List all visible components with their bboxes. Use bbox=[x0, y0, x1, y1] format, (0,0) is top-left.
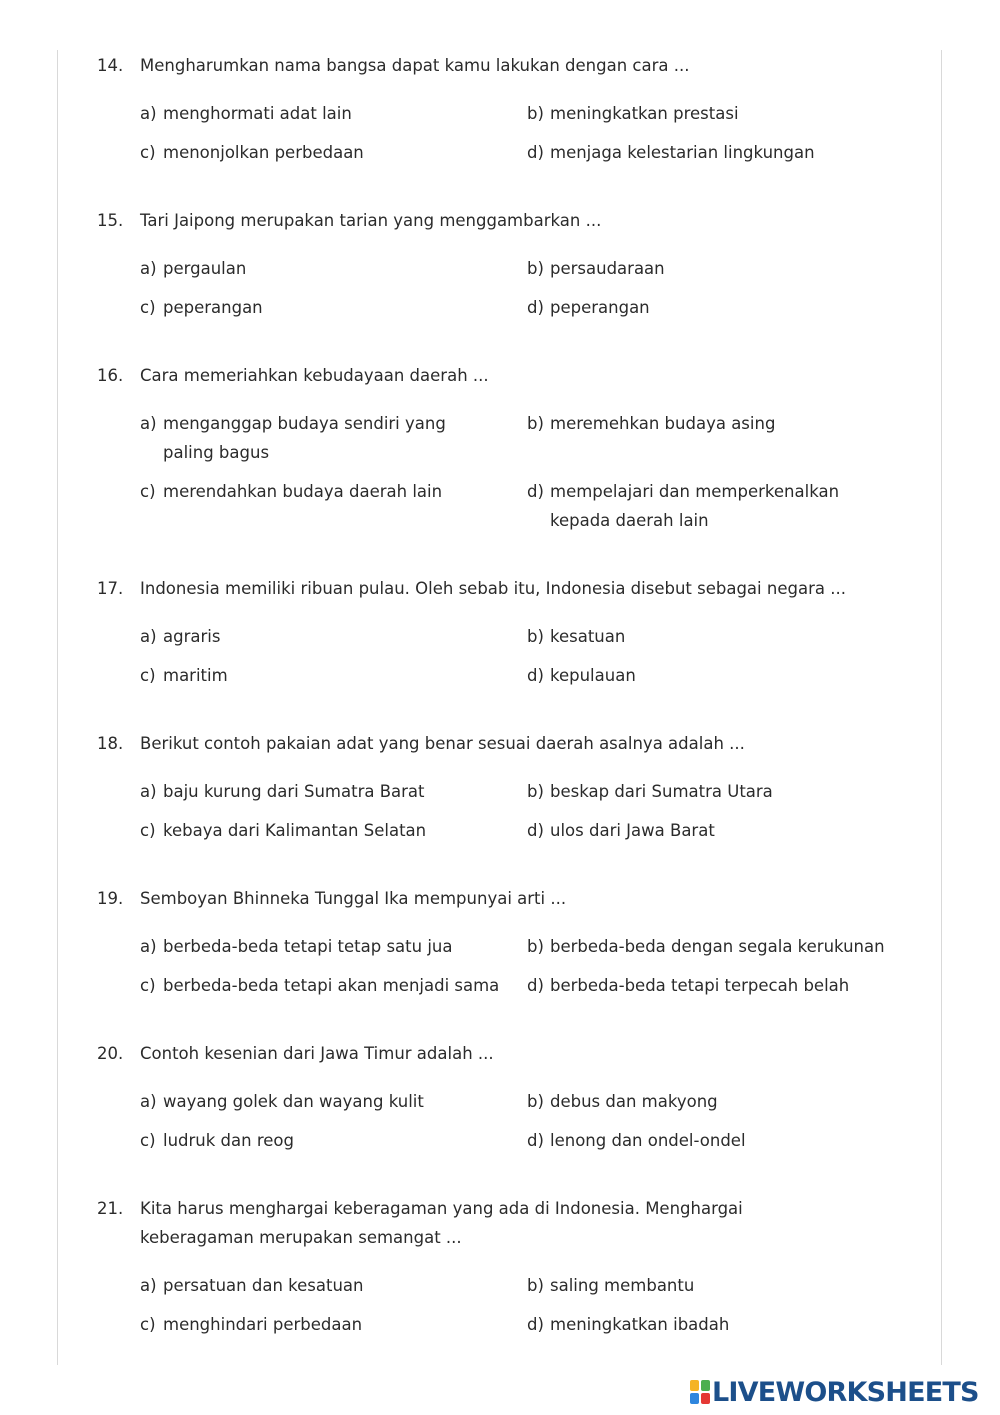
question-text: Kita harus menghargai keberagaman yang ada di Indonesia. Menghargai keberagaman merupakan semangat ... bbox=[140, 1199, 743, 1247]
option-text: meremehkan budaya asing bbox=[550, 414, 776, 433]
option-b[interactable]: b) beskap dari Sumatra Utara bbox=[527, 777, 907, 806]
option-a[interactable]: a) wayang golek dan wayang kulit bbox=[140, 1087, 490, 1116]
option-text: menjaga kelestarian lingkungan bbox=[550, 143, 815, 162]
option-d[interactable]: d) kepulauan bbox=[527, 661, 907, 690]
question-number: 18. bbox=[97, 734, 124, 753]
option-c[interactable]: c) merendahkan budaya daerah lain bbox=[140, 477, 490, 506]
option-c[interactable]: c) menghindari perbedaan bbox=[140, 1310, 490, 1339]
option-text: berbeda-beda dengan segala kerukunan bbox=[550, 937, 885, 956]
option-a[interactable]: a) agraris bbox=[140, 622, 490, 651]
option-b[interactable]: b) meremehkan budaya asing bbox=[527, 409, 907, 438]
option-a[interactable]: a) baju kurung dari Sumatra Barat bbox=[140, 777, 490, 806]
option-text: ulos dari Jawa Barat bbox=[550, 821, 715, 840]
option-text: menghindari perbedaan bbox=[163, 1315, 363, 1334]
option-d[interactable]: d) menjaga kelestarian lingkungan bbox=[527, 138, 907, 167]
option-a[interactable]: a) persatuan dan kesatuan bbox=[140, 1271, 490, 1300]
option-text: merendahkan budaya daerah lain bbox=[163, 482, 443, 501]
question-text: Semboyan Bhinneka Tunggal Ika mempunyai arti ... bbox=[140, 889, 567, 908]
option-text: peperangan bbox=[550, 298, 650, 317]
option-text: kepulauan bbox=[550, 666, 636, 685]
option-text: berbeda-beda tetapi terpecah belah bbox=[550, 976, 850, 995]
option-text: saling membantu bbox=[550, 1276, 695, 1295]
option-a[interactable]: a) pergaulan bbox=[140, 254, 490, 283]
option-text: menonjolkan perbedaan bbox=[163, 143, 364, 162]
option-d[interactable]: d) peperangan bbox=[527, 293, 907, 322]
option-c[interactable]: c) menonjolkan perbedaan bbox=[140, 138, 490, 167]
option-text: meningkatkan ibadah bbox=[550, 1315, 730, 1334]
option-text: persatuan dan kesatuan bbox=[163, 1276, 364, 1295]
option-text: beskap dari Sumatra Utara bbox=[550, 782, 773, 801]
option-d[interactable]: d) mempelajari dan memperkenalkan kepada daerah lain bbox=[527, 477, 897, 535]
option-d[interactable]: d) meningkatkan ibadah bbox=[527, 1310, 907, 1339]
option-b[interactable]: b) berbeda-beda dengan segala kerukunan bbox=[527, 932, 927, 961]
option-text: kesatuan bbox=[550, 627, 626, 646]
option-text: wayang golek dan wayang kulit bbox=[163, 1092, 424, 1111]
question-text: Mengharumkan nama bangsa dapat kamu lakukan dengan cara ... bbox=[140, 56, 690, 75]
question-text: Berikut contoh pakaian adat yang benar sesuai daerah asalnya adalah ... bbox=[140, 734, 745, 753]
question-number: 17. bbox=[97, 579, 124, 598]
option-text: lenong dan ondel-ondel bbox=[550, 1131, 746, 1150]
option-text: berbeda-beda tetapi akan menjadi sama bbox=[163, 976, 500, 995]
option-text: persaudaraan bbox=[550, 259, 665, 278]
option-text: kebaya dari Kalimantan Selatan bbox=[163, 821, 427, 840]
question-text: Indonesia memiliki ribuan pulau. Oleh sebab itu, Indonesia disebut sebagai negara ... bbox=[140, 579, 846, 598]
option-b[interactable]: b) kesatuan bbox=[527, 622, 907, 651]
question-number: 15. bbox=[97, 211, 124, 230]
option-c[interactable]: c) ludruk dan reog bbox=[140, 1126, 490, 1155]
logo-square bbox=[690, 1393, 699, 1404]
option-text: debus dan makyong bbox=[550, 1092, 718, 1111]
page-border-right bbox=[941, 50, 942, 1365]
option-text: peperangan bbox=[163, 298, 263, 317]
logo-square bbox=[701, 1380, 710, 1391]
question-text: Cara memeriahkan kebudayaan daerah ... bbox=[140, 366, 489, 385]
option-a[interactable]: a) berbeda-beda tetapi tetap satu jua bbox=[140, 932, 490, 961]
option-b[interactable]: b) persaudaraan bbox=[527, 254, 907, 283]
option-text: ludruk dan reog bbox=[163, 1131, 294, 1150]
question-number: 21. bbox=[97, 1199, 124, 1218]
option-b[interactable]: b) meningkatkan prestasi bbox=[527, 99, 907, 128]
question-text: Contoh kesenian dari Jawa Timur adalah ... bbox=[140, 1044, 494, 1063]
option-d[interactable]: d) berbeda-beda tetapi terpecah belah bbox=[527, 971, 907, 1000]
option-d[interactable]: d) lenong dan ondel-ondel bbox=[527, 1126, 907, 1155]
option-c[interactable]: c) berbeda-beda tetapi akan menjadi sama bbox=[140, 971, 520, 1000]
liveworksheets-icon bbox=[690, 1380, 710, 1404]
logo-square bbox=[690, 1380, 699, 1391]
option-a[interactable]: a) menghormati adat lain bbox=[140, 99, 490, 128]
question-number: 16. bbox=[97, 366, 124, 385]
option-text: mempelajari dan memperkenalkan kepada daerah lain bbox=[550, 482, 840, 530]
option-text: meningkatkan prestasi bbox=[550, 104, 739, 123]
brand-name: LIVEWORKSHEETS bbox=[712, 1376, 979, 1408]
liveworksheets-logo bbox=[690, 1376, 979, 1408]
question-number: 14. bbox=[97, 56, 124, 75]
option-text: berbeda-beda tetapi tetap satu jua bbox=[163, 937, 453, 956]
option-c[interactable]: c) kebaya dari Kalimantan Selatan bbox=[140, 816, 490, 845]
option-c[interactable]: c) peperangan bbox=[140, 293, 490, 322]
page-border-left bbox=[57, 50, 58, 1365]
question-text: Tari Jaipong merupakan tarian yang menggambarkan ... bbox=[140, 211, 602, 230]
option-text: menganggap budaya sendiri yang paling bagus bbox=[163, 414, 446, 462]
option-text: agraris bbox=[163, 627, 221, 646]
question-number: 19. bbox=[97, 889, 124, 908]
option-c[interactable]: c) maritim bbox=[140, 661, 490, 690]
option-d[interactable]: d) ulos dari Jawa Barat bbox=[527, 816, 907, 845]
option-text: baju kurung dari Sumatra Barat bbox=[163, 782, 425, 801]
option-text: menghormati adat lain bbox=[163, 104, 352, 123]
logo-square bbox=[701, 1393, 710, 1404]
option-b[interactable]: b) debus dan makyong bbox=[527, 1087, 907, 1116]
option-b[interactable]: b) saling membantu bbox=[527, 1271, 907, 1300]
option-text: maritim bbox=[163, 666, 228, 685]
option-a[interactable]: a) menganggap budaya sendiri yang paling bagus bbox=[140, 409, 480, 467]
option-text: pergaulan bbox=[163, 259, 247, 278]
question-number: 20. bbox=[97, 1044, 124, 1063]
